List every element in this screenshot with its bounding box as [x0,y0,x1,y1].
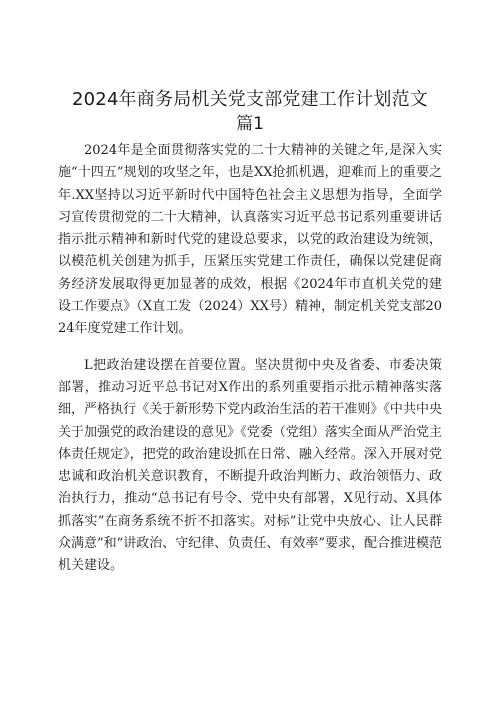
body-paragraph: L把政治建设摆在首要位置。坚决贯彻中央及省委、市委决策部署，推动习近平总书记对X作出的系列重要指示批示精神落实落细，严格执行《关于新形势下党内政治生活的若干准则》《中共中央关于加强党的政治建设的意见》《党委（党组）落实全面从严治党主体责任规定》，把党的政治建设抓在日常、融入经常。深入开展对党忠诚和政治机关意识教育，不断提升政治判断力、政治领悟力、政治执行力，推动“总书记有号令、党中央有部署，X见行动、X具体抓落实”在商务系统不折不扣落实。对标”让党中央放心、让人民群众满意”和“讲政治、守纪律、负责任、有效率”要求，配合推进模范机关建设。 [58,357,442,574]
document-title: 2024年商务局机关党支部党建工作计划范文 [71,89,428,110]
document-subtitle: 篇1 [236,114,264,134]
body-paragraph: 2024年是全面贯彻落实党的二十大精神的关键之年,是深入实施“十四五”规划的攻坚之年，也是XX抢抓机遇，迎难而上的重要之年.XX坚持以习近平新时代中国特色社会主义思想为指导，全面学习宣传贯彻党的二十大精神，认真落实习近平总书记系列重要讲话指示批示精神和新时代党的建设总要求，以党的政治建设为统领，以模范机关创建为抓手，压紧压实党建工作责任，确保以党建促商务经济发展取得更加显著的成效，根据《2024年市直机关党的建设工作要点》（X直工发（2024）XX号）精神，制定机关党支部2024年度党建工作计划。 [58,143,442,337]
